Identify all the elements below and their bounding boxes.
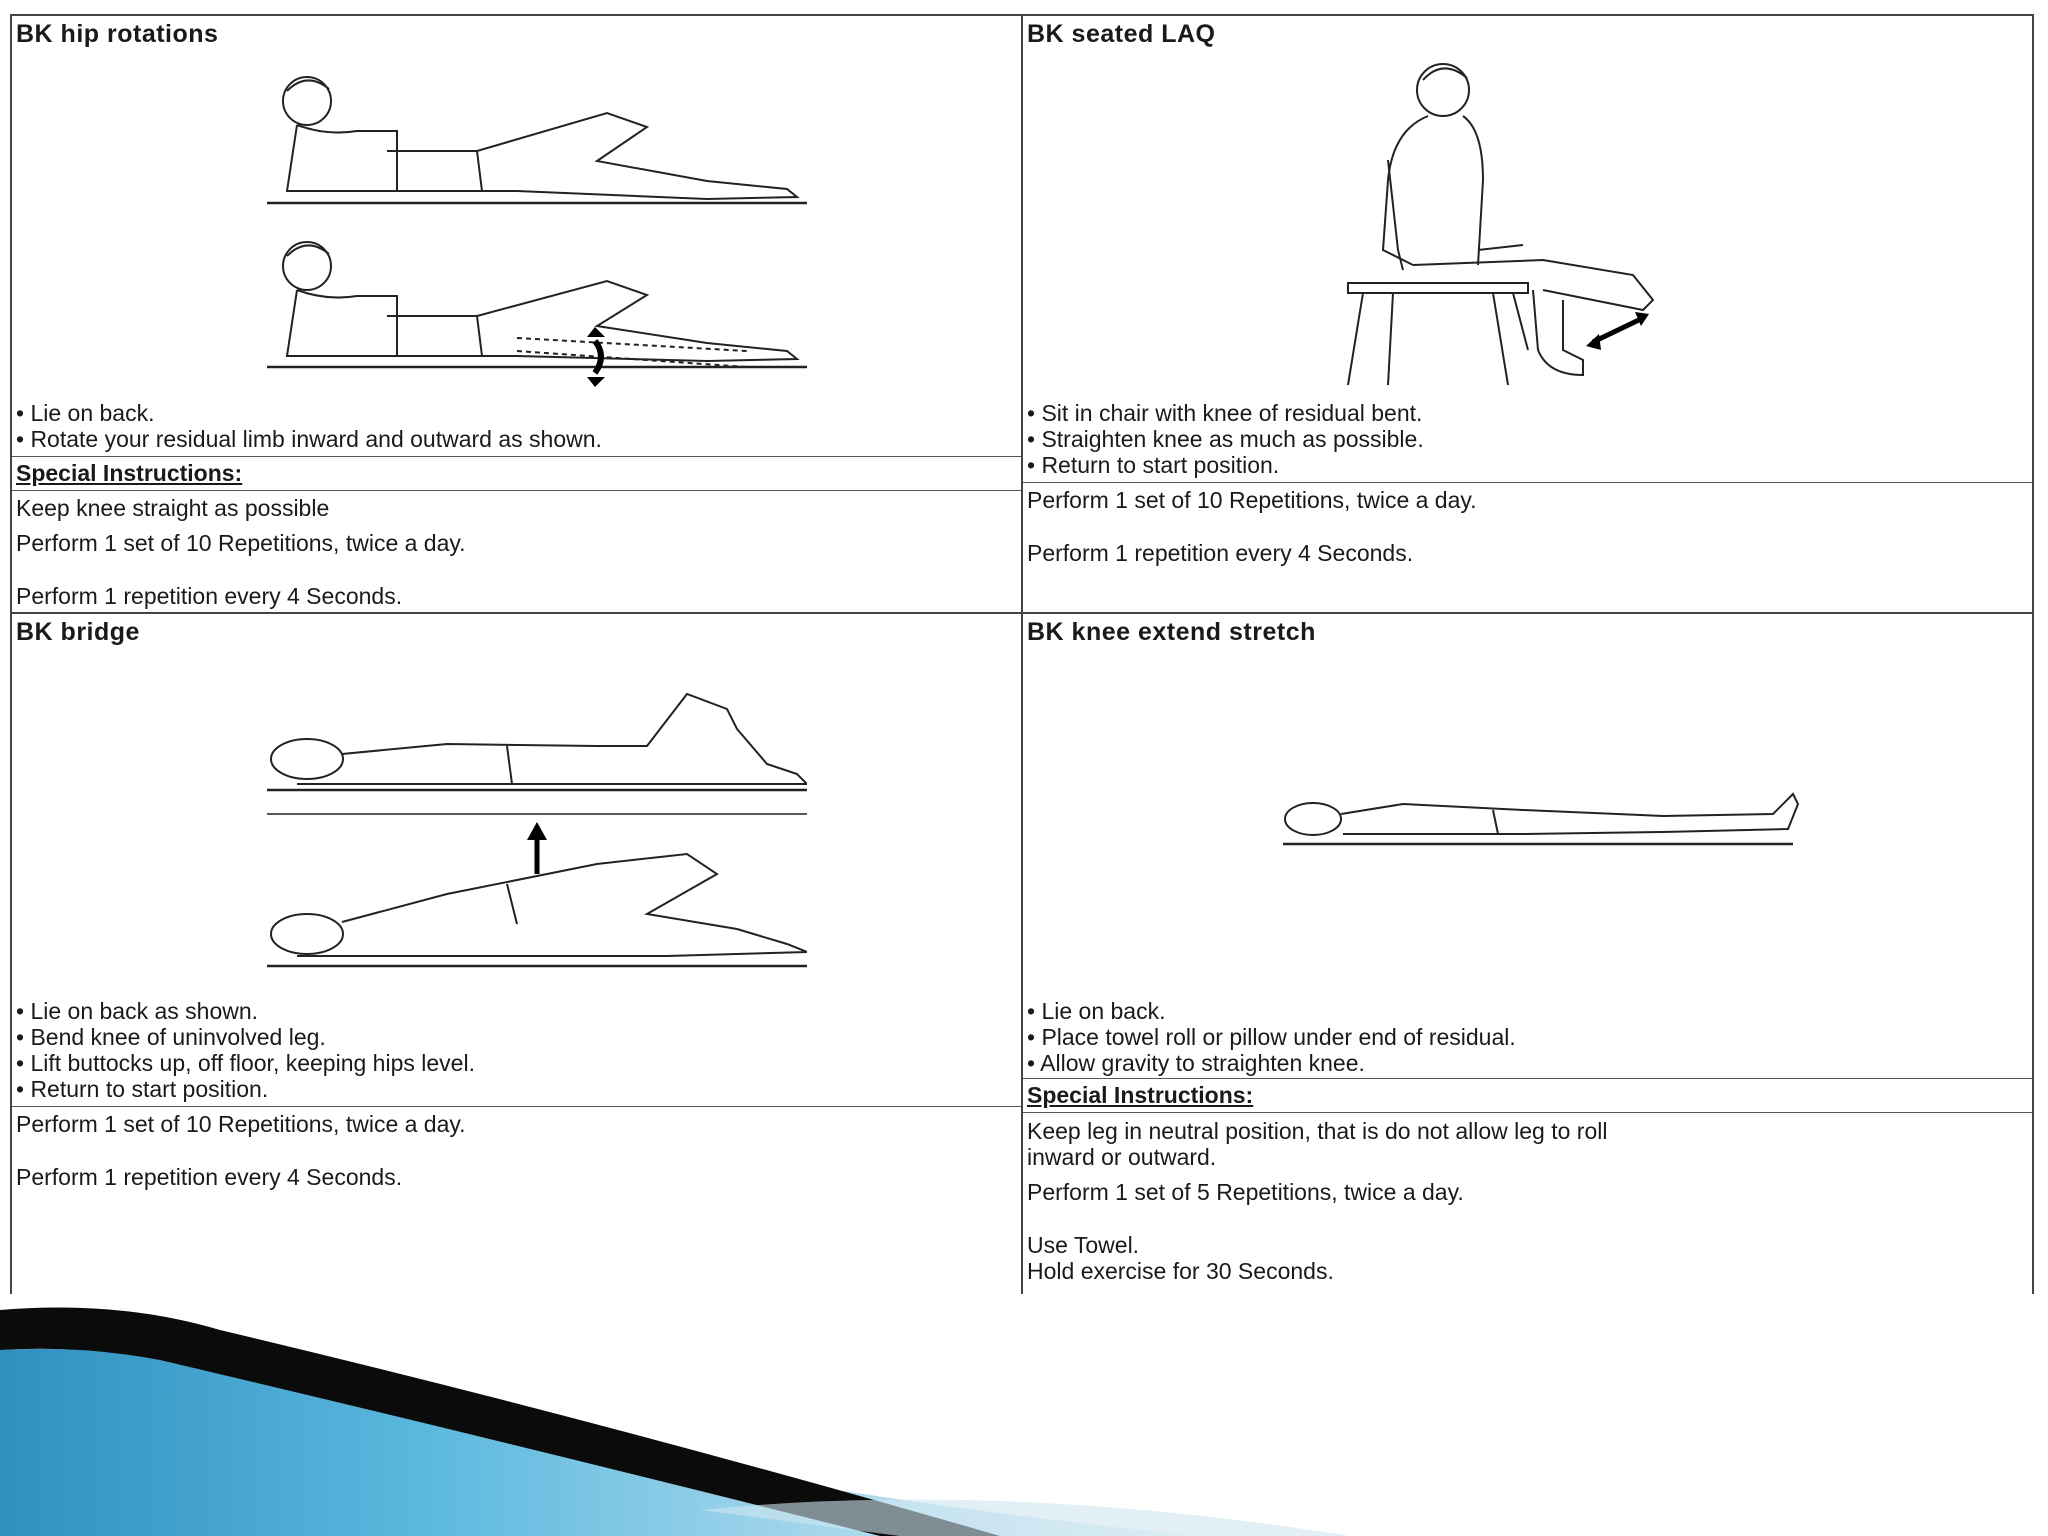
hold-duration-text: Hold exercise for 30 Seconds.	[1027, 1258, 1334, 1284]
cell-bridge	[12, 614, 1021, 1294]
bullet-line: • Allow gravity to straighten knee.	[1027, 1050, 1365, 1076]
cell-title: BK bridge	[16, 618, 140, 646]
special-instructions-label: Special Instructions:	[1027, 1082, 1254, 1108]
bridge-bullets	[16, 998, 475, 1102]
grid-right-border	[2032, 14, 2034, 1294]
row-rule	[12, 456, 1021, 457]
bullet-line: • Return to start position.	[1027, 452, 1280, 478]
perform-rep-text: Perform 1 repetition every 4 Seconds.	[1027, 540, 1414, 566]
perform-rep-text: Perform 1 repetition every 4 Seconds.	[16, 1164, 403, 1190]
special-instructions-text: inward or outward.	[1027, 1144, 1217, 1170]
bullet-line: • Place towel roll or pillow under end of residual.	[1027, 1024, 1516, 1050]
special-instructions-text: Keep knee straight as possible	[16, 495, 330, 521]
cell-title: BK seated LAQ	[1027, 20, 1216, 48]
bullet-line: • Lie on back as shown.	[16, 998, 259, 1024]
bullet-line: • Lie on back.	[1027, 998, 1166, 1024]
cell-seated-laq	[1023, 16, 2032, 612]
perform-set-text: Perform 1 set of 10 Repetitions, twice a day.	[1027, 487, 1477, 513]
bullet-line: • Return to start position.	[16, 1076, 269, 1102]
slide-swoosh-decoration	[0, 1300, 2048, 1536]
row-rule	[12, 1106, 1021, 1107]
cell-title: BK knee extend stretch	[1027, 618, 1316, 646]
perform-set-text: Perform 1 set of 10 Repetitions, twice a day.	[16, 1111, 466, 1137]
row-rule	[1023, 1112, 2032, 1113]
row-rule	[12, 490, 1021, 491]
perform-rep-text: Perform 1 repetition every 4 Seconds.	[16, 583, 403, 609]
exercise-sheet	[10, 14, 2034, 1294]
cell-hip-rotations	[12, 16, 1021, 612]
bullet-line: • Sit in chair with knee of residual bent.	[1027, 400, 1423, 426]
row-rule	[1023, 1078, 2032, 1079]
bullet-line: • Bend knee of uninvolved leg.	[16, 1024, 326, 1050]
hip-rotation-bullets	[16, 400, 602, 452]
bullet-line: • Straighten knee as much as possible.	[1027, 426, 1424, 452]
cell-knee-extend-stretch	[1023, 614, 2032, 1294]
bullet-line: • Lift buttocks up, off floor, keeping hips level.	[16, 1050, 475, 1076]
seated-laq-figure	[1343, 50, 1703, 390]
hip-rotation-figure	[267, 51, 807, 391]
special-instructions-label: Special Instructions:	[16, 460, 243, 486]
bullet-line: • Rotate your residual limb inward and outward as shown.	[16, 426, 602, 452]
seated-laq-bullets	[1027, 400, 1424, 478]
knee-extend-bullets	[1027, 998, 1516, 1076]
row-rule	[1023, 482, 2032, 483]
bridge-figure	[267, 684, 807, 974]
bullet-line: • Lie on back.	[16, 400, 155, 426]
special-instructions-text: Keep leg in neutral position, that is do not allow leg to roll	[1027, 1118, 1608, 1144]
use-towel-text: Use Towel.	[1027, 1232, 1140, 1258]
perform-set-text: Perform 1 set of 5 Repetitions, twice a day.	[1027, 1179, 1464, 1205]
cell-title: BK hip rotations	[16, 20, 219, 48]
knee-extend-figure	[1283, 774, 1803, 854]
perform-set-text: Perform 1 set of 10 Repetitions, twice a day.	[16, 530, 466, 556]
